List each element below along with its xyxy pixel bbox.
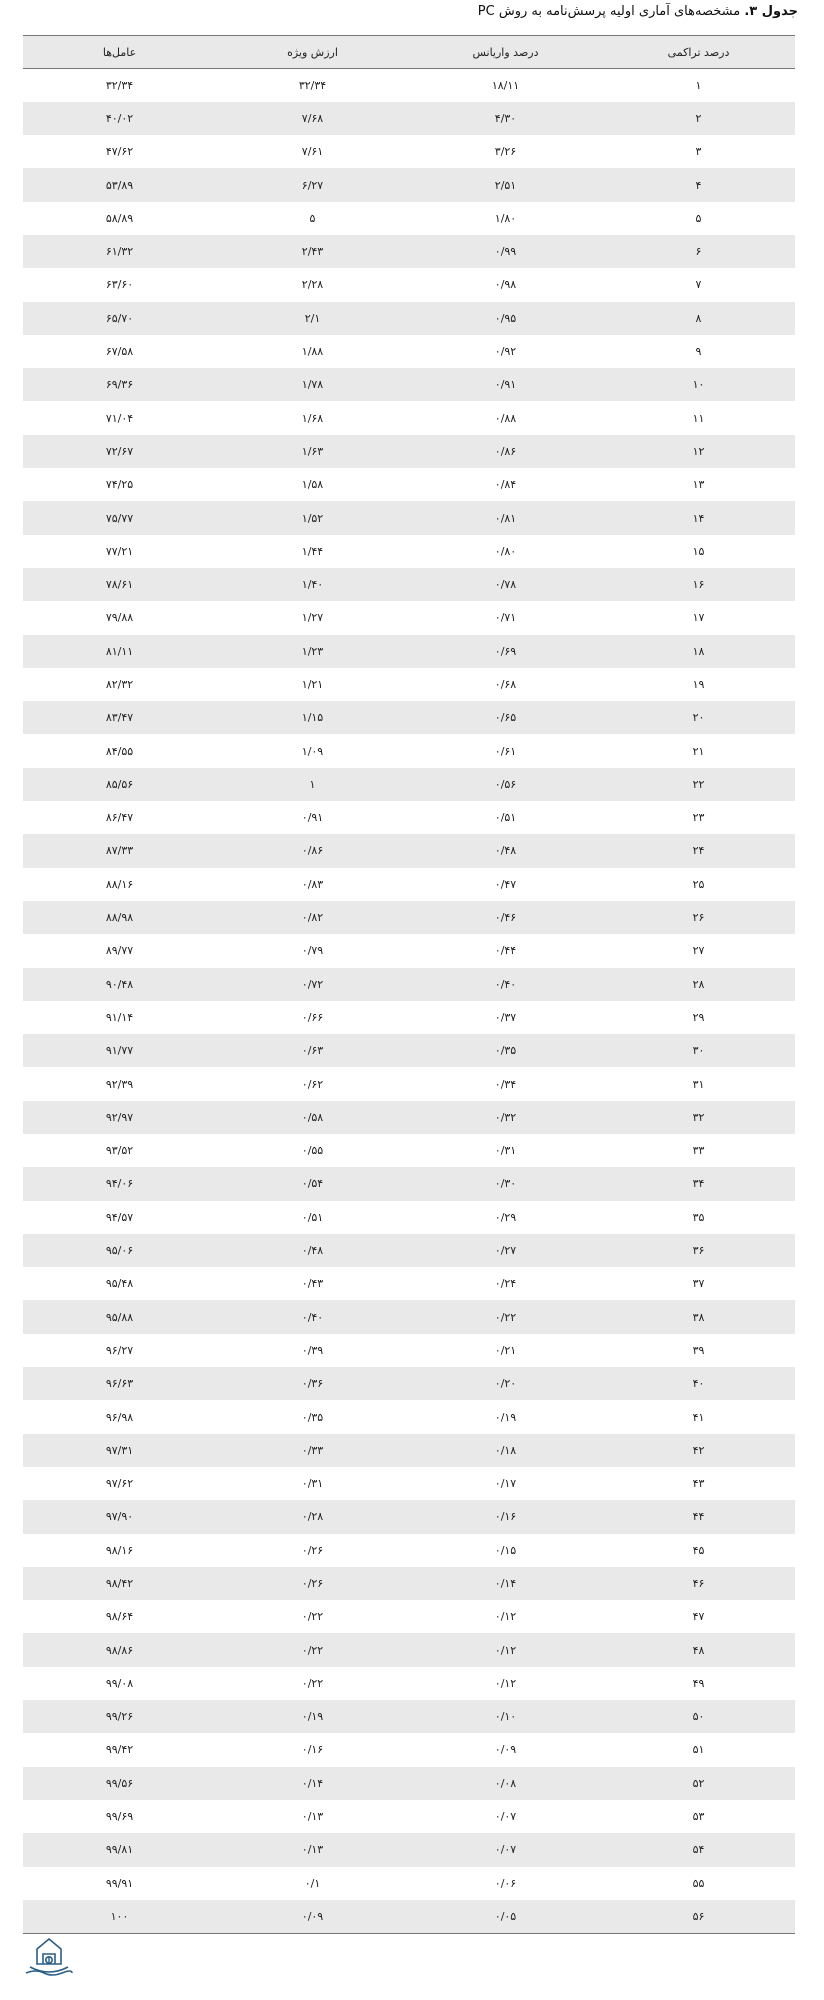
- cell-variance-percent: ۰/۳۴: [494, 1077, 517, 1091]
- table-row: [23, 468, 795, 501]
- cell-cumulative-percent: ۱۹: [692, 677, 705, 691]
- cell-variance-percent: ۰/۱۰: [494, 1710, 517, 1724]
- cell-variance-percent: ۰/۸۶: [494, 444, 517, 458]
- cell-factor: ۹۹/۲۶: [105, 1710, 134, 1724]
- cell-variance-percent: ۰/۴۸: [494, 844, 517, 858]
- cell-eigenvalue: ۲/۴۳: [301, 245, 324, 259]
- cell-variance-percent: ۰/۶۵: [494, 711, 517, 725]
- cell-eigenvalue: ۲/۲۸: [301, 278, 324, 292]
- cell-factor: ۹۸/۶۴: [105, 1610, 134, 1624]
- cell-eigenvalue: ۷/۶۱: [301, 145, 324, 159]
- cell-eigenvalue: ۰/۶۶: [301, 1010, 324, 1024]
- cell-cumulative-percent: ۴۳: [692, 1477, 705, 1491]
- cell-eigenvalue: ۱/۴۰: [301, 578, 324, 592]
- cell-factor: ۸۶/۴۷: [105, 811, 134, 825]
- cell-cumulative-percent: ۱۷: [692, 611, 705, 625]
- table-row: [23, 435, 795, 468]
- cell-factor: ۹۹/۰۸: [105, 1676, 134, 1690]
- statistics-table-container: [23, 35, 795, 1934]
- cell-variance-percent: ۰/۲۰: [494, 1377, 517, 1391]
- cell-variance-percent: ۰/۲۴: [494, 1277, 517, 1291]
- cell-cumulative-percent: ۴۴: [692, 1510, 705, 1524]
- cell-eigenvalue: ۰/۵۱: [301, 1210, 324, 1224]
- cell-factor: ۹۹/۴۲: [105, 1743, 134, 1757]
- header-row: [23, 36, 795, 69]
- cell-variance-percent: ۰/۱۴: [494, 1577, 517, 1590]
- cell-variance-percent: ۰/۳۲: [494, 1110, 517, 1124]
- cell-variance-percent: ۰/۷۱: [494, 611, 517, 625]
- cell-factor: ۵۳/۸۹: [105, 178, 134, 192]
- cell-cumulative-percent: ۱۰: [692, 378, 705, 392]
- cell-factor: ۷۴/۲۵: [105, 478, 134, 492]
- cell-eigenvalue: ۱/۰۹: [301, 744, 324, 758]
- cell-eigenvalue: ۱/۱۵: [301, 711, 324, 725]
- cell-eigenvalue: ۳۲/۳۴: [298, 78, 327, 92]
- cell-eigenvalue: ۰/۱۳: [301, 1843, 324, 1857]
- cell-variance-percent: ۰/۲۲: [494, 1310, 517, 1324]
- cell-eigenvalue: ۰/۱: [304, 1876, 321, 1890]
- table-row: [23, 202, 795, 235]
- cell-eigenvalue: ۰/۴۳: [301, 1277, 324, 1291]
- cell-factor: ۸۹/۷۷: [105, 944, 134, 958]
- cell-factor: ۸۴/۵۵: [105, 744, 134, 758]
- cell-eigenvalue: ۰/۳۱: [301, 1477, 324, 1491]
- cell-cumulative-percent: ۱۵: [692, 544, 705, 558]
- cell-factor: ۶۵/۷۰: [105, 311, 134, 325]
- cell-eigenvalue: ۰/۲۲: [301, 1643, 324, 1657]
- cell-variance-percent: ۰/۲۹: [494, 1210, 517, 1224]
- cell-factor: ۹۵/۰۶: [105, 1244, 134, 1258]
- cell-variance-percent: ۰/۷۸: [494, 578, 517, 592]
- table-row: [23, 1267, 795, 1300]
- cell-factor: ۹۸/۱۶: [105, 1543, 134, 1557]
- cell-factor: ۴۷/۶۲: [105, 145, 134, 159]
- cell-cumulative-percent: ۴۹: [692, 1676, 705, 1690]
- cell-factor: ۹۴/۵۷: [105, 1210, 134, 1224]
- cell-cumulative-percent: ۱۸: [692, 644, 705, 658]
- table-body: [23, 69, 795, 1934]
- table-row: [23, 1300, 795, 1333]
- cell-eigenvalue: ۰/۱۶: [301, 1743, 324, 1757]
- table-row: [23, 734, 795, 767]
- cell-cumulative-percent: ۳۲: [692, 1110, 705, 1124]
- table-row: [23, 1134, 795, 1167]
- cell-factor: ۹۶/۲۷: [105, 1343, 134, 1357]
- table-row: [23, 501, 795, 534]
- cell-cumulative-percent: ۳۵: [692, 1210, 705, 1224]
- cell-variance-percent: ۰/۰۷: [494, 1843, 517, 1857]
- cell-eigenvalue: ۱/۲۷: [301, 611, 324, 625]
- caption-title: مشخصه‌های آماری اولیه پرسش‌نامه به روش PC: [477, 4, 741, 19]
- cell-factor: ۷۲/۶۷: [105, 444, 134, 458]
- cell-factor: ۳۲/۳۴: [105, 78, 134, 92]
- cell-eigenvalue: ۰/۱۹: [301, 1710, 324, 1724]
- cell-eigenvalue: ۶/۲۷: [301, 178, 324, 192]
- cell-cumulative-percent: ۲۲: [692, 777, 705, 791]
- table-row: [23, 168, 795, 201]
- cell-factor: ۴۰/۰۲: [105, 111, 134, 125]
- cell-eigenvalue: ۰/۷۹: [301, 944, 324, 958]
- cell-eigenvalue: ۰/۸۶: [301, 844, 324, 858]
- ship-logo-icon: [24, 1936, 74, 1980]
- cell-factor: ۷۸/۶۱: [105, 578, 134, 592]
- cell-eigenvalue: ۰/۲۲: [301, 1610, 324, 1624]
- cell-factor: ۹۲/۹۷: [105, 1110, 134, 1124]
- table-row: [23, 302, 795, 335]
- cell-variance-percent: ۰/۴۶: [494, 911, 517, 925]
- table-row: [23, 1234, 795, 1267]
- table-row: [23, 235, 795, 268]
- statistics-table: [23, 35, 795, 1934]
- cell-eigenvalue: ۰/۶۳: [301, 1044, 324, 1058]
- table-row: [23, 335, 795, 368]
- cell-cumulative-percent: ۲۳: [692, 811, 705, 825]
- cell-factor: ۶۳/۶۰: [105, 278, 134, 292]
- cell-cumulative-percent: ۵: [695, 211, 702, 225]
- cell-variance-percent: ۰/۱۲: [494, 1610, 517, 1624]
- table-row: [23, 1400, 795, 1433]
- table-row: [23, 1367, 795, 1400]
- cell-cumulative-percent: ۴۸: [692, 1643, 705, 1657]
- table-row: [23, 1567, 795, 1600]
- table-row: [23, 268, 795, 301]
- table-row: [23, 1101, 795, 1134]
- cell-factor: ۷۵/۷۷: [105, 511, 134, 525]
- cell-variance-percent: ۰/۹۹: [494, 245, 517, 259]
- cell-cumulative-percent: ۹: [695, 345, 702, 359]
- table-row: [23, 102, 795, 135]
- cell-variance-percent: ۰/۳۷: [494, 1010, 517, 1024]
- cell-cumulative-percent: ۵۵: [692, 1876, 705, 1890]
- cell-eigenvalue: ۰/۵۵: [301, 1144, 324, 1158]
- table-row: [23, 934, 795, 967]
- table-row: [23, 1733, 795, 1766]
- cell-cumulative-percent: ۲۸: [692, 977, 705, 991]
- cell-variance-percent: ۰/۰۷: [494, 1810, 517, 1824]
- cell-factor: ۱۰۰: [110, 1909, 129, 1923]
- table-row: [23, 368, 795, 401]
- cell-variance-percent: ۴/۳۰: [494, 111, 517, 125]
- table-row: [23, 1201, 795, 1234]
- cell-cumulative-percent: ۱۱: [692, 411, 705, 425]
- cell-factor: ۹۱/۷۷: [105, 1044, 134, 1058]
- cell-variance-percent: ۰/۱۷: [494, 1477, 517, 1491]
- cell-factor: ۹۶/۶۳: [105, 1377, 134, 1391]
- table-header: [23, 36, 795, 69]
- cell-eigenvalue: ۰/۲۶: [301, 1543, 324, 1557]
- cell-cumulative-percent: ۱۳: [692, 478, 705, 492]
- cell-factor: ۹۸/۸۶: [105, 1643, 134, 1657]
- cell-cumulative-percent: ۳۴: [692, 1177, 705, 1191]
- cell-factor: ۸۱/۱۱: [105, 644, 134, 658]
- table-row: [23, 1534, 795, 1567]
- cell-cumulative-percent: ۴۲: [692, 1443, 705, 1457]
- cell-variance-percent: ۰/۸۱: [494, 511, 517, 525]
- cell-eigenvalue: ۰/۵۴: [301, 1177, 324, 1191]
- cell-factor: ۶۷/۵۸: [105, 345, 134, 359]
- cell-variance-percent: ۱/۸۰: [494, 211, 517, 225]
- cell-eigenvalue: ۱/۲۱: [301, 677, 324, 691]
- cell-cumulative-percent: ۴۰: [692, 1377, 705, 1391]
- cell-cumulative-percent: ۲۴: [692, 844, 705, 858]
- table-row: [23, 701, 795, 734]
- cell-variance-percent: ۰/۳۰: [494, 1177, 517, 1191]
- cell-eigenvalue: ۱/۷۸: [301, 378, 324, 392]
- cell-variance-percent: ۰/۳۱: [494, 1144, 517, 1158]
- cell-factor: ۹۹/۵۶: [105, 1776, 134, 1790]
- cell-cumulative-percent: ۱۶: [692, 578, 705, 592]
- cell-cumulative-percent: ۲۷: [692, 944, 705, 958]
- cell-variance-percent: ۱۸/۱۱: [491, 78, 520, 92]
- cell-cumulative-percent: ۲۱: [692, 744, 705, 758]
- cell-variance-percent: ۰/۸۸: [494, 411, 517, 425]
- cell-eigenvalue: ۰/۳۳: [301, 1443, 324, 1457]
- table-row: [23, 901, 795, 934]
- cell-factor: ۵۸/۸۹: [105, 211, 134, 225]
- cell-factor: ۹۳/۵۲: [105, 1144, 134, 1158]
- table-row: [23, 1001, 795, 1034]
- table-row: [23, 1867, 795, 1900]
- table-row: [23, 868, 795, 901]
- table-row: [23, 968, 795, 1001]
- cell-factor: ۸۸/۱۶: [105, 877, 134, 891]
- header-cumulative-percent: درصد تراکمی: [667, 45, 730, 59]
- cell-variance-percent: ۰/۹۸: [494, 278, 517, 292]
- cell-variance-percent: ۰/۴۷: [494, 877, 517, 891]
- cell-variance-percent: ۰/۱۵: [494, 1543, 517, 1557]
- cell-eigenvalue: ۰/۸۳: [301, 877, 324, 891]
- cell-variance-percent: ۲/۵۱: [494, 178, 517, 192]
- table-row: [23, 1167, 795, 1200]
- cell-variance-percent: ۰/۹۲: [494, 345, 517, 359]
- cell-eigenvalue: ۰/۵۸: [301, 1110, 324, 1124]
- cell-eigenvalue: ۰/۳۶: [301, 1377, 324, 1391]
- cell-variance-percent: ۰/۸۰: [494, 544, 517, 558]
- cell-factor: ۸۳/۴۷: [105, 711, 134, 725]
- cell-variance-percent: ۰/۰۵: [494, 1909, 517, 1923]
- cell-cumulative-percent: ۵۴: [692, 1843, 705, 1857]
- cell-factor: ۹۷/۳۱: [105, 1443, 134, 1457]
- table-row: [23, 135, 795, 168]
- table-row: [23, 1500, 795, 1533]
- cell-variance-percent: ۰/۱۶: [494, 1510, 517, 1524]
- cell-factor: ۹۷/۹۰: [105, 1510, 134, 1524]
- cell-cumulative-percent: ۶: [695, 245, 702, 259]
- cell-factor: ۷۱/۰۴: [105, 411, 134, 425]
- cell-variance-percent: ۳/۲۶: [494, 145, 517, 159]
- cell-eigenvalue: ۱/۵۲: [301, 511, 324, 525]
- cell-eigenvalue: ۰/۱۴: [301, 1776, 324, 1790]
- cell-variance-percent: ۰/۴۰: [494, 977, 517, 991]
- cell-variance-percent: ۰/۵۶: [494, 777, 517, 791]
- table-row: [23, 568, 795, 601]
- cell-variance-percent: ۰/۸۴: [494, 478, 517, 492]
- cell-eigenvalue: ۰/۹۱: [301, 811, 324, 825]
- table-row: [23, 535, 795, 568]
- cell-factor: ۹۷/۶۲: [105, 1477, 134, 1491]
- table-row: [23, 69, 795, 102]
- caption-label: جدول ۳.: [744, 4, 798, 19]
- cell-eigenvalue: ۰/۶۲: [301, 1077, 324, 1091]
- cell-cumulative-percent: ۱۴: [692, 511, 705, 525]
- table-row: [23, 1467, 795, 1500]
- table-row: [23, 401, 795, 434]
- table-row: [23, 601, 795, 634]
- cell-cumulative-percent: ۵۶: [692, 1909, 705, 1923]
- cell-eigenvalue: ۰/۱۳: [301, 1810, 324, 1824]
- table-row: [23, 1700, 795, 1733]
- cell-eigenvalue: ۲/۱: [304, 311, 321, 325]
- header-eigenvalue: ارزش ویژه: [287, 45, 338, 59]
- cell-factor: ۹۵/۸۸: [105, 1310, 134, 1324]
- cell-factor: ۹۱/۱۴: [105, 1010, 134, 1024]
- cell-factor: ۸۷/۳۳: [105, 844, 134, 858]
- cell-eigenvalue: ۱/۴۴: [301, 544, 324, 558]
- cell-cumulative-percent: ۴۱: [692, 1410, 705, 1424]
- cell-variance-percent: ۰/۰۶: [494, 1876, 517, 1890]
- cell-factor: ۹۹/۹۱: [105, 1876, 134, 1890]
- table-row: [23, 1034, 795, 1067]
- cell-variance-percent: ۰/۲۱: [494, 1343, 517, 1357]
- cell-cumulative-percent: ۳۸: [692, 1310, 705, 1324]
- table-row: [23, 1833, 795, 1866]
- table-row: [23, 1900, 795, 1933]
- header-factors: عامل‌ها: [102, 45, 137, 59]
- cell-cumulative-percent: ۵۲: [692, 1776, 705, 1790]
- cell-eigenvalue: ۰/۳۵: [301, 1410, 324, 1424]
- cell-factor: ۹۰/۴۸: [105, 977, 134, 991]
- cell-cumulative-percent: ۸: [695, 311, 702, 325]
- header-variance-percent: درصد واریانس: [472, 45, 539, 59]
- cell-factor: ۹۶/۹۸: [105, 1410, 134, 1424]
- cell-eigenvalue: ۱/۸۸: [301, 345, 324, 359]
- table-row: [23, 1067, 795, 1100]
- cell-cumulative-percent: ۳: [695, 145, 702, 159]
- cell-cumulative-percent: ۳۱: [692, 1077, 705, 1091]
- cell-variance-percent: ۰/۱۸: [494, 1443, 517, 1457]
- cell-variance-percent: ۰/۲۷: [494, 1244, 517, 1258]
- cell-cumulative-percent: ۵۳: [692, 1810, 705, 1824]
- table-row: [23, 1600, 795, 1633]
- cell-cumulative-percent: ۵۱: [692, 1743, 705, 1757]
- cell-factor: ۹۸/۴۲: [105, 1577, 134, 1590]
- cell-factor: ۸۸/۹۸: [105, 911, 134, 925]
- cell-cumulative-percent: ۳۰: [692, 1044, 705, 1058]
- cell-eigenvalue: ۰/۲۶: [301, 1577, 324, 1590]
- cell-cumulative-percent: ۳۷: [692, 1277, 705, 1291]
- table-row: [23, 1434, 795, 1467]
- cell-cumulative-percent: ۳۹: [692, 1343, 705, 1357]
- cell-factor: ۹۴/۰۶: [105, 1177, 134, 1191]
- table-row: [23, 1667, 795, 1700]
- cell-factor: ۹۲/۳۹: [105, 1077, 134, 1091]
- cell-factor: ۷۹/۸۸: [105, 611, 134, 625]
- table-row: [23, 1334, 795, 1367]
- cell-eigenvalue: ۰/۳۹: [301, 1343, 324, 1357]
- cell-factor: ۹۵/۴۸: [105, 1277, 134, 1291]
- cell-cumulative-percent: ۴۷: [692, 1610, 705, 1624]
- cell-eigenvalue: ۱/۵۸: [301, 478, 324, 492]
- table-row: [23, 768, 795, 801]
- cell-variance-percent: ۰/۱۹: [494, 1410, 517, 1424]
- cell-eigenvalue: ۱: [309, 777, 316, 791]
- cell-variance-percent: ۰/۱۲: [494, 1676, 517, 1690]
- cell-variance-percent: ۰/۰۸: [494, 1776, 517, 1790]
- cell-eigenvalue: ۰/۷۲: [301, 977, 324, 991]
- cell-eigenvalue: ۱/۲۳: [301, 644, 324, 658]
- cell-variance-percent: ۰/۶۹: [494, 644, 517, 658]
- cell-cumulative-percent: ۱۲: [692, 444, 705, 458]
- cell-variance-percent: ۰/۶۸: [494, 677, 517, 691]
- cell-eigenvalue: ۰/۲۲: [301, 1676, 324, 1690]
- cell-variance-percent: ۰/۱۲: [494, 1643, 517, 1657]
- cell-factor: ۶۹/۳۶: [105, 378, 134, 392]
- cell-factor: ۹۹/۶۹: [105, 1810, 134, 1824]
- table-row: [23, 635, 795, 668]
- table-row: [23, 801, 795, 834]
- cell-variance-percent: ۰/۹۱: [494, 378, 517, 392]
- cell-eigenvalue: ۰/۲۸: [301, 1510, 324, 1524]
- cell-cumulative-percent: ۲۹: [692, 1010, 705, 1024]
- cell-cumulative-percent: ۴۵: [692, 1543, 705, 1557]
- cell-factor: ۹۹/۸۱: [105, 1843, 134, 1857]
- cell-variance-percent: ۰/۴۴: [494, 944, 517, 958]
- table-row: [23, 1767, 795, 1800]
- cell-cumulative-percent: ۷: [695, 278, 702, 292]
- table-row: [23, 1800, 795, 1833]
- cell-eigenvalue: ۱/۶۸: [301, 411, 324, 425]
- table-row: [23, 1633, 795, 1666]
- cell-factor: ۶۱/۳۲: [105, 245, 134, 259]
- cell-factor: ۷۷/۲۱: [105, 544, 134, 558]
- cell-eigenvalue: ۱/۶۳: [301, 444, 324, 458]
- table-row: [23, 668, 795, 701]
- table-caption: [478, 4, 798, 19]
- cell-eigenvalue: ۰/۴۸: [301, 1244, 324, 1258]
- cell-eigenvalue: ۷/۶۸: [301, 111, 324, 125]
- cell-factor: ۸۲/۳۲: [105, 677, 134, 691]
- cell-cumulative-percent: ۲۶: [692, 911, 705, 925]
- cell-cumulative-percent: ۳۶: [692, 1244, 705, 1258]
- cell-cumulative-percent: ۲: [695, 111, 702, 125]
- cell-variance-percent: ۰/۵۱: [494, 811, 517, 825]
- cell-cumulative-percent: ۳۳: [692, 1144, 705, 1158]
- cell-variance-percent: ۰/۰۹: [494, 1743, 517, 1757]
- cell-variance-percent: ۰/۳۵: [494, 1044, 517, 1058]
- cell-eigenvalue: ۰/۸۲: [301, 911, 324, 925]
- cell-eigenvalue: ۰/۰۹: [301, 1909, 324, 1923]
- cell-cumulative-percent: ۲۰: [692, 711, 705, 725]
- table-row: [23, 834, 795, 867]
- cell-cumulative-percent: ۴: [695, 178, 702, 192]
- cell-cumulative-percent: ۵۰: [692, 1710, 705, 1724]
- cell-eigenvalue: ۰/۴۰: [301, 1310, 324, 1324]
- cell-eigenvalue: ۵: [309, 211, 316, 225]
- cell-factor: ۸۵/۵۶: [105, 777, 134, 791]
- cell-variance-percent: ۰/۹۵: [494, 311, 517, 325]
- cell-cumulative-percent: ۱: [695, 78, 702, 92]
- cell-variance-percent: ۰/۶۱: [494, 744, 517, 758]
- cell-cumulative-percent: ۴۶: [692, 1577, 705, 1590]
- cell-cumulative-percent: ۲۵: [692, 877, 705, 891]
